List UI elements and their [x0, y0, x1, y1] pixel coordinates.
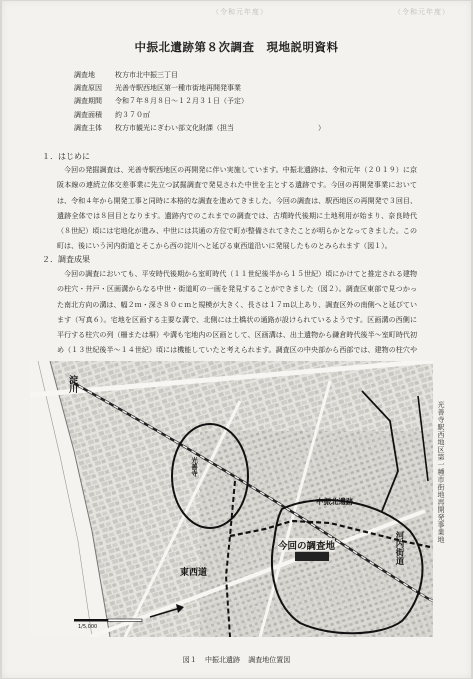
results-text: 今回の調査においても、平安時代後期から室町時代（１１世紀後半から１５世紀）頃にかけてと推定される建物の柱穴・井戸・区画溝からなる中世・街道町の一画を発見することができました（図２）。調査区東部で見つかった南北方向の溝は、幅２ｍ・深さ８０ｃｍと規模が大きく、長さは１７ｍ以上あり、調査区外の南側へと延びています（写真６）。宅地を区画する主要な溝で、北側には土橋状の通路が設けられているようです。区画溝の西側に平行する柱穴の列（柵または塀）や溝も宅地内の区画として、区画溝は、出土遺物から鎌倉時代後半～室町時代初め（１３世紀後半～１４世紀）頃には機能していたと考えられます。調査区の中央部から西部では、建物の柱穴や [57, 269, 417, 355]
document-page [2, 1, 471, 678]
section-body-results [57, 266, 417, 373]
info-value: 約３７０㎡ [115, 110, 150, 119]
info-row-period [74, 95, 325, 108]
section-body-intro [57, 162, 417, 254]
section-heading-results: ２．調査成果 [42, 255, 90, 264]
map-label-kawachi: 河内街道 [394, 531, 404, 565]
map-label-river: 淀川 [67, 375, 77, 393]
info-value: 枚方市観光にぎわい部文化財課（担当 ） [115, 123, 325, 132]
map-label-site: 中振北遺跡 [316, 497, 354, 506]
location-map [30, 361, 433, 637]
map-label-east-west-road: 東西道 [180, 568, 208, 578]
info-label: 調査原因 [74, 84, 102, 93]
info-label: 調査面積 [74, 110, 102, 119]
caption-figure: 図１ [182, 656, 197, 664]
header-ghost-right: （令和元年度） [394, 8, 450, 16]
map-label-current-site: 今回の調査地 [278, 538, 335, 552]
section-heading-intro: １．はじめに [42, 152, 90, 161]
info-label: 調査地 [74, 71, 95, 79]
map-scale-text: 1/5,000 [78, 624, 98, 630]
survey-info [74, 69, 325, 135]
info-value: 枚方市北中振三丁目 [115, 71, 178, 79]
figure-caption [2, 655, 471, 665]
caption-desc: 調査地位置図 [248, 656, 291, 664]
map-drawing [30, 361, 433, 637]
map-label-temple: 光善寺 [190, 457, 198, 477]
info-row-area [74, 109, 325, 122]
map-side-legend: 光善寺駅西地区第一種市街地再開発事業地 [437, 401, 445, 544]
page-title: 中振北遺跡第８次調査 現地説明資料 [134, 40, 339, 54]
caption-name: 中振北遺跡 [205, 656, 240, 664]
info-label: 調査主体 [74, 123, 102, 132]
info-row-organizer [74, 122, 325, 135]
intro-text: 今回の発掘調査は、光善寺駅西地区の再開発に伴い実施しています。中振北遺跡は、令和元年（２０１９）に京阪本線の連続立体交差事業に先立つ試掘調査で発見された中世を主とする遺跡です。今回の再開発事業においては、令和４年から開発工事と同時に本格的な調査を進めてきました。今回の調査は、駅西地区の再開発で３回目、遺跡全体では８回目となります。遺跡内でのこれまでの調査では、古墳時代後期に土地利用が始まり、奈良時代（８世紀）頃には宅地化が進み、中世には共通の方位で町が整備されてきたことが明らかとなってきました。この町は、後にいう河内街道とそこから西の淀川へと延びる東西道沿いに発展したものとみられます（図１）。 [57, 165, 417, 251]
info-value: 光善寺駅西地区第一種市街地再開発事業 [115, 84, 241, 93]
info-row-location [74, 69, 325, 82]
info-row-cause [74, 82, 325, 95]
info-value: 令和７年８月８日～１２月３１日（予定） [115, 97, 248, 106]
info-label: 調査期間 [74, 97, 102, 106]
header-ghost-left: （令和元年度） [212, 8, 268, 16]
